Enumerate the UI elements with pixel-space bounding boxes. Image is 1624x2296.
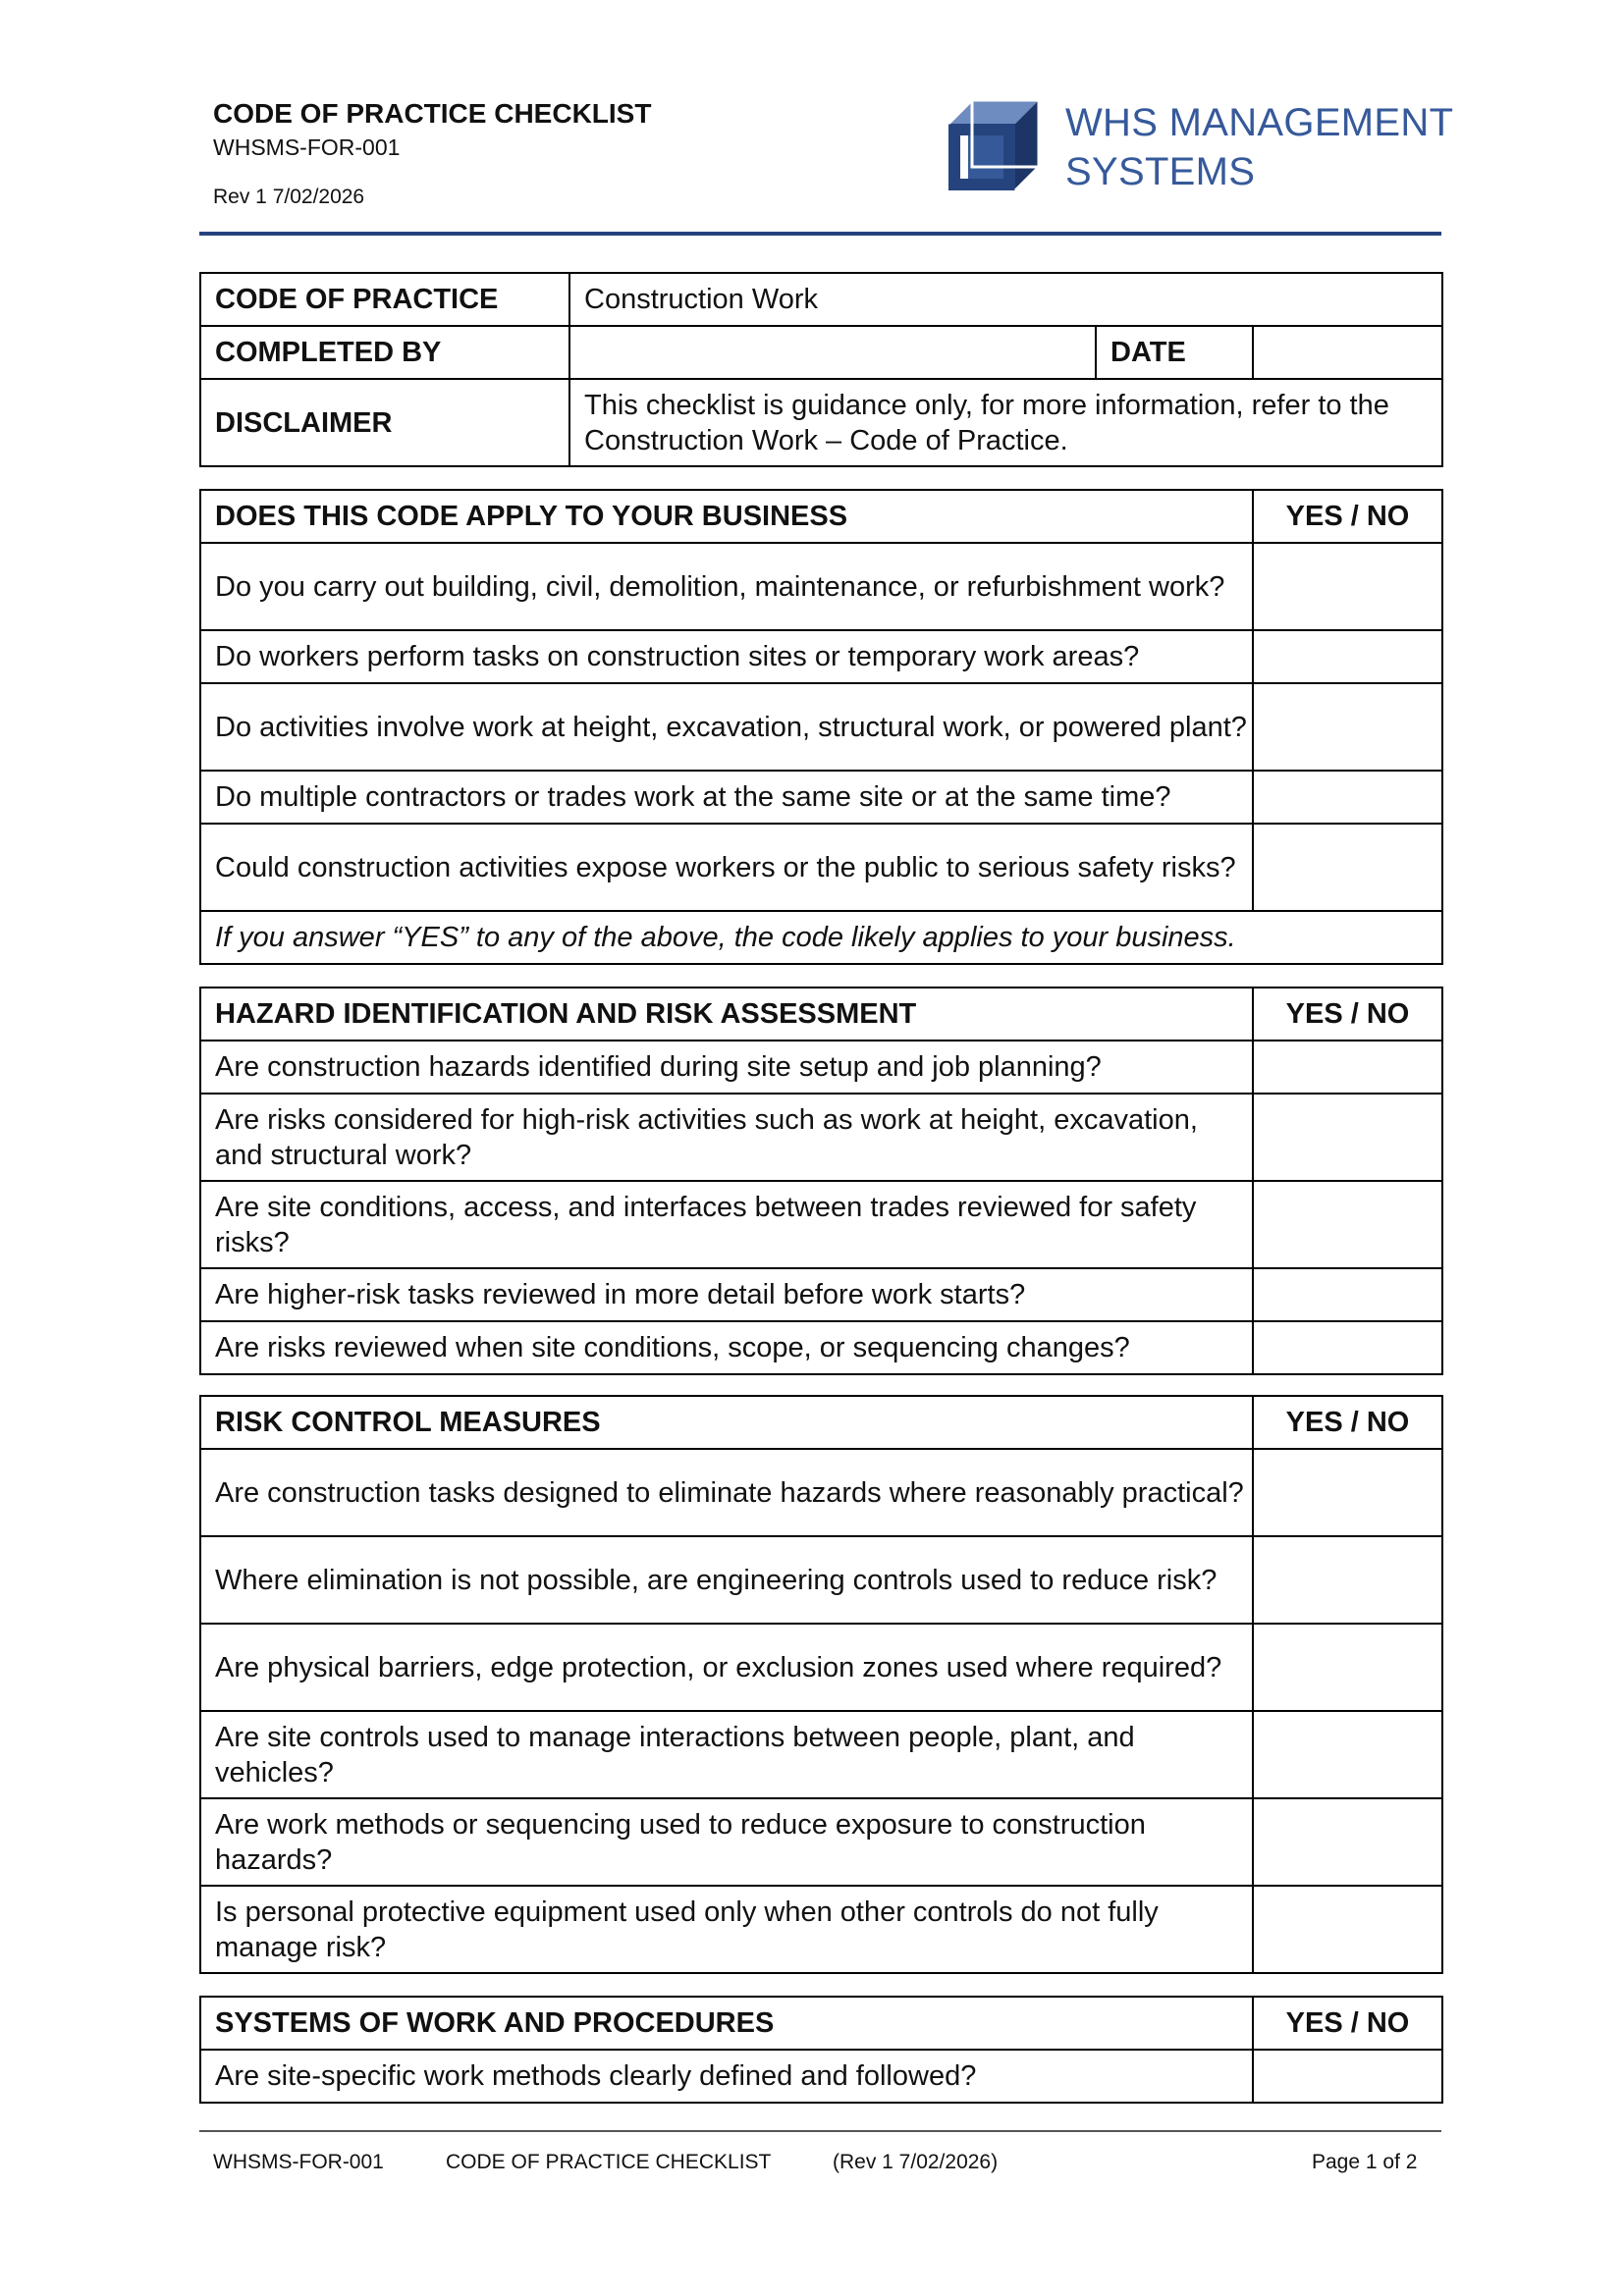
question-text: Could construction activities expose workers or the public to serious safety risks? <box>200 824 1253 911</box>
question-text: Are site-specific work methods clearly defined and followed? <box>200 2050 1253 2103</box>
section-heading: RISK CONTROL MEASURES <box>200 1396 1253 1449</box>
yes-no-answer-cell[interactable] <box>1253 1321 1442 1374</box>
question-text: Are physical barriers, edge protection, or exclusion zones used where required? <box>200 1624 1253 1711</box>
applicability-note: If you answer “YES” to any of the above, the code likely applies to your business. <box>200 911 1442 964</box>
yes-no-answer-cell[interactable] <box>1253 543 1442 630</box>
section-hazard-identification <box>199 987 1443 1375</box>
question-text: Do workers perform tasks on construction sites or temporary work areas? <box>200 630 1253 683</box>
yes-no-header: YES / NO <box>1253 490 1442 543</box>
yes-no-answer-cell[interactable] <box>1253 1536 1442 1624</box>
question-text: Are risks reviewed when site conditions, scope, or sequencing changes? <box>200 1321 1253 1374</box>
yes-no-answer-cell[interactable] <box>1253 683 1442 771</box>
yes-no-header: YES / NO <box>1253 1997 1442 2050</box>
yes-no-header: YES / NO <box>1253 1396 1442 1449</box>
section-heading: HAZARD IDENTIFICATION AND RISK ASSESSMENT <box>200 988 1253 1041</box>
question-text: Do multiple contractors or trades work at the same site or at the same time? <box>200 771 1253 824</box>
question-text: Are site controls used to manage interactions between people, plant, and vehicles? <box>200 1711 1253 1798</box>
yes-no-answer-cell[interactable] <box>1253 1711 1442 1798</box>
footer-divider <box>199 2130 1441 2132</box>
question-text: Do activities involve work at height, excavation, structural work, or powered plant? <box>200 683 1253 771</box>
question-text: Are work methods or sequencing used to reduce exposure to construction hazards? <box>200 1798 1253 1886</box>
yes-no-header: YES / NO <box>1253 988 1442 1041</box>
yes-no-answer-cell[interactable] <box>1253 1449 1442 1536</box>
question-text: Are construction tasks designed to eliminate hazards where reasonably practical? <box>200 1449 1253 1536</box>
section-applicability <box>199 489 1443 965</box>
question-text: Are site conditions, access, and interfaces between trades reviewed for safety risks? <box>200 1181 1253 1268</box>
disclaimer-text: This checklist is guidance only, for more information, refer to the Construction Work – Code of Practice. <box>569 379 1442 466</box>
yes-no-answer-cell[interactable] <box>1253 630 1442 683</box>
question-text: Are construction hazards identified during site setup and job planning? <box>200 1041 1253 1094</box>
question-text: Are higher-risk tasks reviewed in more detail before work starts? <box>200 1268 1253 1321</box>
footer-title: CODE OF PRACTICE CHECKLIST <box>446 2151 772 2173</box>
document-title: CODE OF PRACTICE CHECKLIST <box>213 98 652 129</box>
date-field[interactable] <box>1253 326 1442 379</box>
completed-by-field[interactable] <box>569 326 1096 379</box>
code-of-practice-value: Construction Work <box>569 273 1442 326</box>
disclaimer-label: DISCLAIMER <box>200 379 569 466</box>
section-heading: SYSTEMS OF WORK AND PROCEDURES <box>200 1997 1253 2050</box>
yes-no-answer-cell[interactable] <box>1253 1624 1442 1711</box>
yes-no-answer-cell[interactable] <box>1253 1268 1442 1321</box>
document-code: WHSMS-FOR-001 <box>213 134 401 160</box>
brand-name-line2: SYSTEMS <box>1065 150 1256 193</box>
section-systems-of-work <box>199 1996 1443 2104</box>
header-divider <box>199 232 1441 236</box>
info-table <box>199 272 1443 467</box>
document-revision: Rev 1 7/02/2026 <box>213 186 365 208</box>
code-of-practice-label: CODE OF PRACTICE <box>200 273 569 326</box>
yes-no-answer-cell[interactable] <box>1253 824 1442 911</box>
completed-by-label: COMPLETED BY <box>200 326 569 379</box>
yes-no-answer-cell[interactable] <box>1253 771 1442 824</box>
date-label: DATE <box>1096 326 1253 379</box>
yes-no-answer-cell[interactable] <box>1253 1886 1442 1973</box>
yes-no-answer-cell[interactable] <box>1253 1798 1442 1886</box>
question-text: Where elimination is not possible, are engineering controls used to reduce risk? <box>200 1536 1253 1624</box>
yes-no-answer-cell[interactable] <box>1253 1094 1442 1181</box>
footer-page-number: Page 1 of 2 <box>1312 2151 1418 2173</box>
question-text: Are risks considered for high-risk activities such as work at height, excavation, and structural work? <box>200 1094 1253 1181</box>
question-text: Is personal protective equipment used only when other controls do not fully manage risk? <box>200 1886 1253 1973</box>
brand-name-line1: WHS MANAGEMENT <box>1065 101 1454 144</box>
section-risk-control <box>199 1395 1443 1974</box>
question-text: Do you carry out building, civil, demolition, maintenance, or refurbishment work? <box>200 543 1253 630</box>
yes-no-answer-cell[interactable] <box>1253 2050 1442 2103</box>
footer-doc-code: WHSMS-FOR-001 <box>213 2151 384 2173</box>
yes-no-answer-cell[interactable] <box>1253 1041 1442 1094</box>
footer-revision: (Rev 1 7/02/2026) <box>833 2151 999 2173</box>
section-heading: DOES THIS CODE APPLY TO YOUR BUSINESS <box>200 490 1253 543</box>
whs-logo-icon <box>945 96 1043 194</box>
yes-no-answer-cell[interactable] <box>1253 1181 1442 1268</box>
brand-name <box>1065 98 1453 196</box>
